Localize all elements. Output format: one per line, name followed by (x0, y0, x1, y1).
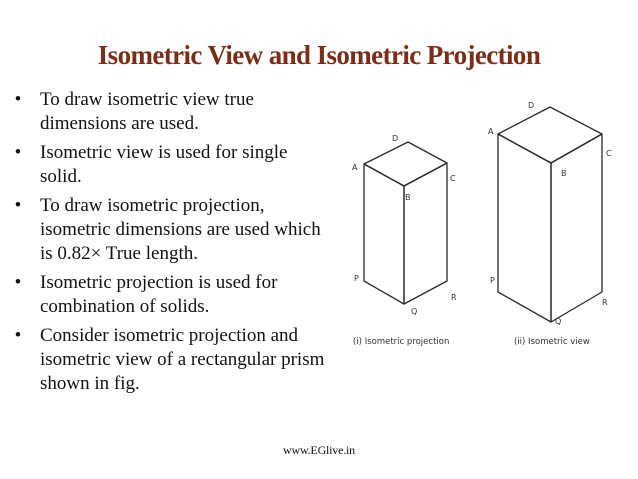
projection-label-q: Q (411, 307, 418, 316)
bullet-dot-icon: • (14, 89, 22, 110)
projection-prism (364, 142, 447, 304)
bullet-item (8, 271, 328, 320)
projection-label-c: C (450, 174, 456, 183)
projection-label-d: D (392, 134, 399, 143)
bullet-item (8, 141, 328, 190)
bullet-text: Consider isometric projection and isometric view of a rectangular prism shown in fig. (40, 324, 325, 395)
projection-caption: (i) Isometric projection (353, 337, 450, 347)
view-label-q: Q (555, 317, 562, 326)
bullet-list (8, 88, 328, 401)
view-label-b: B (561, 169, 567, 178)
bullet-text: Isometric projection is used for combination of solids. (40, 271, 278, 318)
bullet-text: To draw isometric view true dimensions are used. (40, 89, 254, 135)
projection-left-face (364, 164, 404, 304)
view-label-a: A (488, 127, 494, 136)
view-label-d: D (528, 101, 535, 110)
bullet-dot-icon: • (14, 324, 22, 346)
bullet-item (8, 194, 328, 267)
bullet-item (8, 324, 328, 397)
prism-figure (335, 90, 630, 360)
projection-label-a: A (352, 163, 358, 172)
projection-label-p: P (354, 274, 359, 283)
prism-drawing (335, 90, 630, 360)
slide-title: Isometric View and Isometric Projection (97, 40, 541, 70)
bullet-text: Isometric view is used for single solid. (40, 141, 288, 188)
view-left-face (498, 134, 551, 322)
view-label-p: P (490, 276, 495, 285)
view-caption: (ii) Isometric view (514, 337, 590, 347)
view-top-face (498, 107, 602, 163)
projection-label-b: B (405, 193, 411, 202)
view-right-face (551, 134, 602, 322)
projection-right-face (404, 163, 447, 304)
bullet-text: To draw isometric projection, isometric dimensions are used which is 0.82× True length. (40, 194, 321, 265)
view-label-r: R (602, 298, 608, 307)
view-label-c: C (606, 149, 612, 158)
bullet-dot-icon: • (14, 194, 22, 216)
projection-label-r: R (451, 293, 457, 302)
bullet-item (8, 88, 328, 137)
bullet-dot-icon: • (14, 271, 22, 293)
view-prism (498, 107, 602, 322)
bullet-dot-icon: • (14, 141, 22, 163)
footer-url: www.EGlive.in (283, 443, 355, 457)
projection-top-face (364, 142, 447, 186)
